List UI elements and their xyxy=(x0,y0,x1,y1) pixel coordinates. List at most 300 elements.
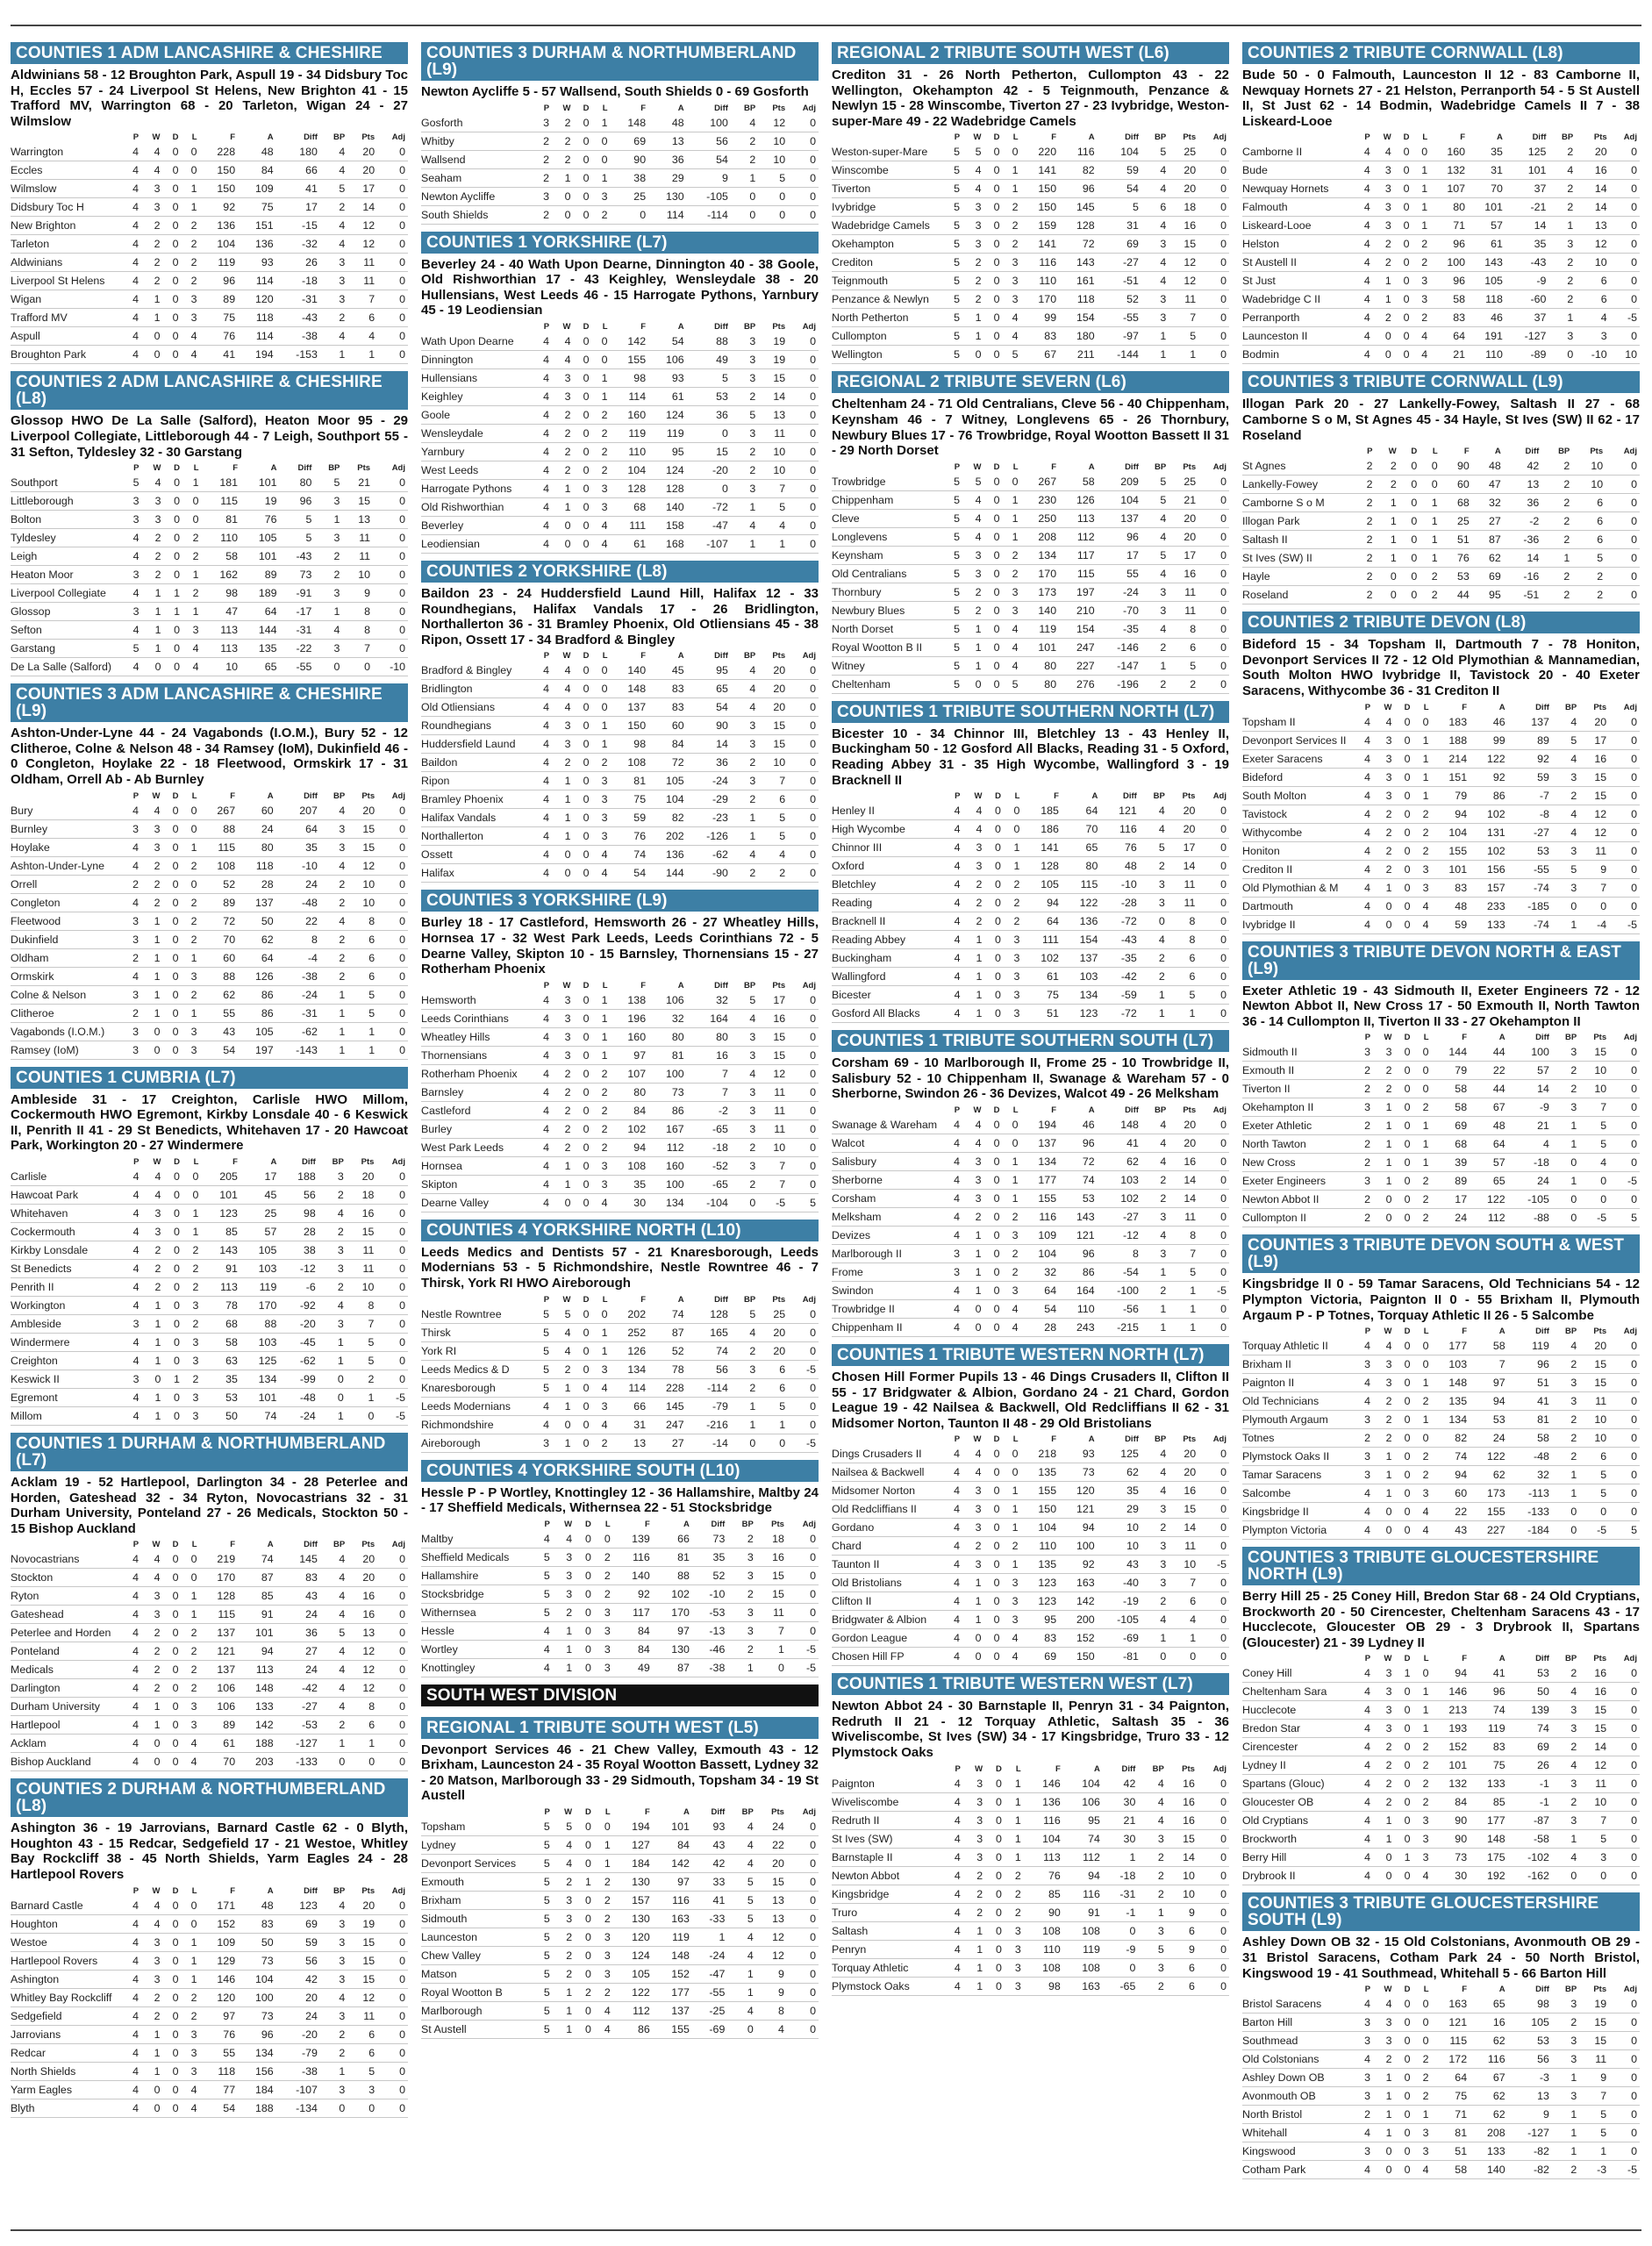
stat-cell: 6 xyxy=(1576,290,1609,309)
stat-cell: 4 xyxy=(533,1064,552,1083)
stat-cell: 0 xyxy=(162,254,181,272)
stat-cell: 52 xyxy=(692,1566,727,1584)
stat-cell: 177 xyxy=(653,1984,692,2002)
stat-cell: 10 xyxy=(758,150,788,168)
column-header: BP xyxy=(1565,1327,1577,1337)
stat-cell: 135 xyxy=(1021,1556,1060,1574)
stat-cell: 4 xyxy=(123,1277,142,1296)
column-header: L xyxy=(602,651,608,662)
table-row xyxy=(1242,1664,1640,1683)
table-row xyxy=(832,1629,1229,1648)
stat-cell: 2 xyxy=(1355,494,1375,512)
stat-cell: 17 xyxy=(1168,839,1198,857)
stat-cell: -65 xyxy=(687,1119,731,1138)
stat-cell: -12 xyxy=(1098,1226,1141,1244)
stat-cell: 0 xyxy=(1606,568,1640,586)
stat-cell: 4 xyxy=(320,856,347,875)
column-header: D xyxy=(585,1807,591,1818)
stat-cell: 5 xyxy=(1552,731,1579,749)
stat-cell: -5 xyxy=(1579,1209,1609,1227)
stat-cell: 4 xyxy=(533,1415,552,1434)
stat-cell: 3 xyxy=(1373,180,1394,198)
stat-cell: 5 xyxy=(944,272,962,290)
stat-cell: 68 xyxy=(611,497,649,516)
stat-cell: 1 xyxy=(320,346,347,364)
team-name: Tiverton xyxy=(832,180,944,198)
team-header-cell xyxy=(11,1885,123,1897)
stat-cell: 0 xyxy=(1606,494,1640,512)
stat-cell: 3 xyxy=(731,1119,758,1138)
stat-cell: 0 xyxy=(983,1116,1002,1134)
stat-cell: 145 xyxy=(276,1550,320,1569)
stat-cell: 1 xyxy=(962,1592,983,1611)
stat-cell: 5 xyxy=(944,601,962,619)
stat-cell: 0 xyxy=(592,150,611,168)
stat-cell: 15 xyxy=(1579,1701,1609,1720)
stat-cell: 0 xyxy=(1198,1977,1229,1995)
team-header-cell xyxy=(421,1806,533,1818)
table-row xyxy=(832,894,1229,912)
stat-cell: 4 xyxy=(1355,823,1373,841)
team-name: Avonmouth OB xyxy=(1242,2087,1355,2106)
stat-cell: 133 xyxy=(1470,915,1508,933)
stat-cell: 20 xyxy=(1579,1337,1609,1355)
stat-cell: 4 xyxy=(963,802,985,820)
stat-cell: 1 xyxy=(727,1984,755,2002)
stat-cell: 10 xyxy=(758,132,788,150)
stat-cell: 83 xyxy=(648,680,687,698)
stat-cell: -3 xyxy=(1579,2161,1609,2179)
table-row xyxy=(11,1185,408,1204)
team-name: Old Rishworthian xyxy=(421,497,533,516)
stat-cell: 0 xyxy=(573,698,591,717)
stat-cell: 6 xyxy=(1168,949,1198,968)
stat-cell: 53 xyxy=(1508,1664,1552,1683)
stat-cell: 2 xyxy=(182,529,202,547)
stat-cell: -60 xyxy=(1505,290,1548,309)
results-text: Ambleside 31 - 17 Creighton, Carlisle HWO Millom, Cockermouth HWO Egremont, Kirkby Lonsdale 40 - 6 Keswick II, Penrith II 41 - 29 St Benedicts, Whitehaven 17 - 20 Hawcoat Park, Workington 20 - 27 Windermere xyxy=(11,1091,408,1154)
stat-cell: 0 xyxy=(318,1388,347,1406)
stat-cell: -10 xyxy=(692,1584,727,1603)
column-header: BP xyxy=(744,321,756,332)
stat-cell: 1 xyxy=(163,603,182,621)
stat-cell: 0 xyxy=(985,1792,1005,1811)
table-row xyxy=(832,1775,1229,1793)
stat-cell: 2 xyxy=(123,875,141,893)
stat-cell: 0 xyxy=(1394,713,1412,732)
stat-cell: 0 xyxy=(162,1022,181,1041)
team-name: Aireborough xyxy=(421,1434,533,1452)
team-name: Thirsk xyxy=(421,1323,533,1341)
stat-cell: 3 xyxy=(1579,1849,1609,1867)
stat-cell: 1 xyxy=(963,949,985,968)
stat-cell: 14 xyxy=(1504,549,1542,568)
stat-cell: 9 xyxy=(1579,860,1609,878)
stat-cell: 3 xyxy=(1412,272,1430,290)
table-row xyxy=(421,168,819,187)
league-section xyxy=(832,701,1229,1023)
table-row xyxy=(1242,586,1640,604)
stat-cell: 3 xyxy=(553,1584,575,1603)
team-name: Brockworth xyxy=(1242,1830,1355,1849)
stat-cell: 4 xyxy=(1579,1154,1609,1172)
stat-cell: 5 xyxy=(1141,546,1169,564)
column-header: D xyxy=(583,1294,590,1305)
stat-cell: 133 xyxy=(238,1698,276,1716)
stat-cell: 0 xyxy=(962,675,983,693)
stat-cell: 3 xyxy=(553,1566,575,1584)
stat-cell: 1 xyxy=(1548,309,1576,327)
stat-cell: 0 xyxy=(1609,1830,1640,1849)
stat-cell: 3 xyxy=(1355,1355,1373,1374)
stat-cell: -24 xyxy=(687,772,731,790)
stat-cell: 4 xyxy=(1355,1830,1373,1849)
stat-cell: 81 xyxy=(648,1046,687,1064)
stat-cell: 16 xyxy=(1579,1683,1609,1701)
stat-cell: 140 xyxy=(648,497,687,516)
column-header: W xyxy=(973,461,982,472)
stat-cell: 3 xyxy=(182,1333,202,1351)
tables-page xyxy=(11,42,1641,2225)
team-name: Swindon xyxy=(832,1281,944,1299)
stat-cell: 155 xyxy=(1470,1503,1508,1521)
table-header-row xyxy=(11,1539,408,1550)
stat-cell: 117 xyxy=(613,1603,653,1621)
stat-cell: 98 xyxy=(1024,1977,1063,1995)
stat-cell: 0 xyxy=(788,698,819,717)
column-header: L xyxy=(604,1807,611,1818)
stat-cell: 0 xyxy=(787,1818,819,1836)
stat-cell: 11 xyxy=(1169,1207,1198,1226)
column-header: BP xyxy=(1558,447,1570,457)
table-row xyxy=(421,1928,819,1947)
stat-cell: 1 xyxy=(182,948,200,967)
stat-cell: 115 xyxy=(200,838,239,856)
stat-cell: 3 xyxy=(533,1434,552,1452)
stat-cell: 144 xyxy=(240,621,280,640)
team-name: Darlington xyxy=(11,1679,123,1698)
stat-cell: 95 xyxy=(687,662,731,680)
stat-cell: 0 xyxy=(1394,731,1412,749)
team-header-cell xyxy=(11,790,123,802)
team-name: St Austell II xyxy=(1242,254,1355,272)
stat-cell: 32 xyxy=(1021,1262,1060,1281)
stat-cell: -24 xyxy=(279,1406,318,1425)
stat-cell: 2 xyxy=(1413,1448,1432,1466)
stat-cell: -5 xyxy=(1198,1281,1229,1299)
stat-cell: 12 xyxy=(347,1988,377,2006)
table-row xyxy=(421,1855,819,1873)
stat-cell: 2 xyxy=(552,461,573,479)
table-row xyxy=(421,991,819,1010)
stat-cell: 0 xyxy=(983,235,1002,254)
stat-cell: 0 xyxy=(377,143,408,161)
team-name: Keighley xyxy=(421,387,533,405)
stat-cell: 4 xyxy=(1355,1995,1373,2014)
column-header: W xyxy=(562,321,571,332)
stat-cell: 4 xyxy=(123,1296,142,1314)
column-header: P xyxy=(1364,1327,1371,1337)
league-section xyxy=(11,1778,408,2117)
stat-cell: 0 xyxy=(788,516,819,534)
stat-cell: 1 xyxy=(1373,2087,1394,2106)
stat-cell: 51 xyxy=(1508,1374,1552,1392)
results-text: Leeds Medics and Dentists 57 - 21 Knaresborough, Leeds Modernians 53 - 5 Richmondshire, Nestle Rowntree 46 - 7 Thirsk, York RI HWO Aireborough xyxy=(421,1244,819,1291)
stat-cell: 150 xyxy=(1021,180,1060,198)
stat-cell: 53 xyxy=(1508,2032,1552,2050)
stat-cell: 0 xyxy=(1610,254,1640,272)
table-row xyxy=(1242,1503,1640,1521)
stat-cell: 3 xyxy=(731,772,758,790)
table-row xyxy=(832,1299,1229,1318)
stat-cell: 2 xyxy=(1140,857,1168,876)
column-header: Diff xyxy=(1125,461,1139,472)
stat-cell: 0 xyxy=(162,967,181,985)
stat-cell: 0 xyxy=(1394,768,1412,786)
league-section xyxy=(421,1220,819,1453)
stat-cell: 0 xyxy=(573,754,591,772)
column-header: D xyxy=(996,1763,1002,1774)
stat-cell: 3 xyxy=(552,717,573,735)
stat-cell: 3 xyxy=(1373,786,1394,805)
stat-cell: 1 xyxy=(1552,1117,1579,1135)
table-row xyxy=(11,1168,408,1186)
stat-cell: 20 xyxy=(1579,713,1609,732)
stat-cell: 0 xyxy=(788,387,819,405)
stat-cell: 5 xyxy=(533,1548,553,1566)
stat-cell: 157 xyxy=(1470,878,1508,897)
stat-cell: 81 xyxy=(1508,1411,1552,1429)
stat-cell: 3 xyxy=(1373,2014,1394,2032)
stat-cell: -97 xyxy=(1098,327,1141,346)
stat-cell: 4 xyxy=(123,1753,141,1771)
stat-cell: 0 xyxy=(1610,272,1640,290)
column-header: L xyxy=(1012,132,1019,143)
stat-cell: 1 xyxy=(347,1735,377,1753)
stat-cell: 4 xyxy=(123,1241,142,1259)
stat-cell: 3 xyxy=(963,1792,985,1811)
stat-cell: 1 xyxy=(141,930,162,948)
stat-cell: 79 xyxy=(1432,1062,1470,1080)
table-row xyxy=(11,930,408,948)
stat-cell: 3 xyxy=(962,1189,983,1207)
stat-cell: 0 xyxy=(377,2080,408,2099)
stat-cell: 0 xyxy=(162,290,181,309)
stat-cell: 1 xyxy=(1541,549,1572,568)
stat-cell: -133 xyxy=(276,1753,320,1771)
stat-cell: 3 xyxy=(962,564,983,583)
stat-cell: 4 xyxy=(533,405,552,424)
team-name: Buckingham xyxy=(832,949,944,968)
stat-cell: 2 xyxy=(182,1277,202,1296)
stat-cell: 43 xyxy=(692,1836,727,1855)
stat-cell: 5 xyxy=(347,1351,377,1370)
league-section xyxy=(421,890,819,1212)
stat-cell: 5 xyxy=(731,405,758,424)
table-row xyxy=(421,1566,819,1584)
team-header-cell xyxy=(832,461,944,473)
stat-cell: 6 xyxy=(1572,494,1606,512)
stat-cell: 0 xyxy=(573,1323,591,1341)
stat-cell: 3 xyxy=(182,1022,200,1041)
team-name: Cleve xyxy=(832,509,944,527)
stat-cell: 0 xyxy=(1198,968,1229,986)
league-title: COUNTIES 1 TRIBUTE WESTERN NORTH (L7) xyxy=(832,1344,1229,1366)
stat-cell: 2 xyxy=(1552,1062,1579,1080)
stat-cell: 2 xyxy=(1541,494,1572,512)
stat-cell: 0 xyxy=(983,143,1002,161)
league-title: COUNTIES 2 TRIBUTE CORNWALL (L8) xyxy=(1242,42,1640,64)
stat-cell: 3 xyxy=(182,309,200,327)
table-header-row xyxy=(832,790,1229,802)
stat-cell: 8 xyxy=(1169,619,1198,638)
stat-cell: 146 xyxy=(1432,1683,1470,1701)
stat-cell: 0 xyxy=(377,1569,408,1587)
table-row xyxy=(1242,749,1640,768)
team-name: Barnstaple II xyxy=(832,1848,944,1866)
stat-cell: 101 xyxy=(240,547,280,566)
stat-cell: 0 xyxy=(984,857,1004,876)
stat-cell: 0 xyxy=(575,1928,594,1947)
table-row xyxy=(1242,327,1640,346)
stat-cell: 12 xyxy=(756,1947,787,1965)
stat-cell: 3 xyxy=(592,790,611,809)
stat-cell: 4 xyxy=(123,2043,141,2062)
stat-cell: 0 xyxy=(1198,1829,1229,1848)
stat-cell: 96 xyxy=(1059,180,1098,198)
stat-cell: 0 xyxy=(573,442,591,461)
stat-cell: 4 xyxy=(1355,1867,1373,1885)
stat-cell: 35 xyxy=(1468,143,1505,161)
table-row xyxy=(11,1370,408,1388)
stat-cell: 2 xyxy=(594,1584,613,1603)
stat-cell: 10 xyxy=(1579,1411,1609,1429)
stat-cell: 58 xyxy=(1430,290,1468,309)
column-header: BP xyxy=(744,103,756,113)
stat-cell: 3 xyxy=(141,1933,162,1951)
stat-cell: 0 xyxy=(162,893,181,912)
stat-cell: 80 xyxy=(1430,198,1468,217)
column-header: F xyxy=(1462,1985,1468,1995)
stat-cell: 16 xyxy=(1470,2014,1508,2032)
stat-cell: 5 xyxy=(533,2021,553,2039)
stat-cell: 1 xyxy=(320,1735,347,1753)
stat-cell: 3 xyxy=(1355,1411,1373,1429)
stat-cell: 2 xyxy=(141,2006,162,2025)
stat-cell: 4 xyxy=(123,547,142,566)
stat-cell: 2 xyxy=(320,930,347,948)
table-row xyxy=(1242,713,1640,732)
stat-cell: 2 xyxy=(731,1341,758,1360)
stat-cell: 1 xyxy=(963,1940,985,1958)
stat-cell: 0 xyxy=(376,1185,408,1204)
stat-cell: -74 xyxy=(1508,878,1552,897)
stat-cell: 1 xyxy=(1413,731,1432,749)
stat-cell: 0 xyxy=(373,529,408,547)
table-row xyxy=(1242,1429,1640,1448)
stat-cell: 11 xyxy=(347,1241,377,1259)
stat-cell: 184 xyxy=(238,2080,276,2099)
stat-cell: 0 xyxy=(162,1661,181,1679)
stat-cell: 1 xyxy=(962,638,983,656)
stat-cell: 0 xyxy=(1609,1738,1640,1756)
stat-cell: 4 xyxy=(1355,2124,1373,2142)
stat-cell: 4 xyxy=(141,802,162,820)
stat-cell: -33 xyxy=(692,1910,727,1928)
stat-cell: 1 xyxy=(1169,1281,1198,1299)
stat-cell: 5 xyxy=(1609,1209,1640,1227)
stat-cell: 3 xyxy=(314,584,342,603)
stat-cell: 65 xyxy=(240,658,280,676)
stat-cell: 2 xyxy=(552,114,573,132)
stat-cell: 0 xyxy=(162,802,181,820)
stat-cell: 2 xyxy=(1138,1848,1166,1866)
team-name: New Cross xyxy=(1242,1154,1355,1172)
stat-cell: 3 xyxy=(1373,1683,1394,1701)
stat-cell: 150 xyxy=(1021,1500,1060,1519)
stat-cell: 3 xyxy=(320,2080,347,2099)
stat-cell: 10 xyxy=(1098,1519,1141,1537)
stat-cell: 0 xyxy=(1373,1521,1394,1540)
team-name: Wensleydale xyxy=(421,424,533,442)
stat-cell: 205 xyxy=(201,1168,240,1186)
stat-cell: 0 xyxy=(162,1753,181,1771)
stat-cell: 0 xyxy=(788,461,819,479)
stat-cell: 1 xyxy=(182,838,200,856)
stat-cell: 44 xyxy=(1470,1080,1508,1098)
table-row xyxy=(1242,1392,1640,1411)
stat-cell: 2 xyxy=(1355,549,1375,568)
stat-cell: 2 xyxy=(182,235,200,254)
team-name: Old Technicians xyxy=(1242,1392,1355,1411)
stat-cell: 17 xyxy=(1579,731,1609,749)
team-name: Jarrovians xyxy=(11,2025,123,2043)
stat-cell: 3 xyxy=(592,1397,611,1415)
stat-cell: 3 xyxy=(123,1041,141,1059)
stat-cell: 1 xyxy=(727,1658,755,1677)
column-header: F xyxy=(640,980,647,991)
stat-cell: 0 xyxy=(787,1548,819,1566)
stat-cell: 4 xyxy=(320,143,347,161)
team-name: Roundhegians xyxy=(421,717,533,735)
stat-cell: 0 xyxy=(377,1970,408,1988)
stat-cell: 1 xyxy=(1579,2142,1609,2161)
stat-cell: -51 xyxy=(1504,586,1542,604)
stat-cell: 163 xyxy=(1059,1574,1098,1592)
team-name: St Austell xyxy=(421,2021,533,2039)
stat-cell: 110 xyxy=(202,529,241,547)
column-header: Pts xyxy=(1593,702,1607,712)
stat-cell: 0 xyxy=(573,1083,591,1101)
team-name: Chosen Hill FP xyxy=(832,1648,944,1666)
stat-cell: 104 xyxy=(1063,1775,1103,1793)
league-title: COUNTIES 1 TRIBUTE SOUTHERN SOUTH (L7) xyxy=(832,1030,1229,1052)
stat-cell: -21 xyxy=(1505,198,1548,217)
stat-cell: 1 xyxy=(963,968,985,986)
stat-cell: 4 xyxy=(962,490,983,509)
stat-cell: 0 xyxy=(1579,1503,1609,1521)
stat-cell: 79 xyxy=(1432,786,1470,805)
stat-cell: 0 xyxy=(1609,1080,1640,1098)
stat-cell: 2 xyxy=(552,1138,573,1156)
stat-cell: 1 xyxy=(163,584,182,603)
team-name: Illogan Park xyxy=(1242,512,1355,531)
stat-cell: 0 xyxy=(1394,290,1412,309)
league-table xyxy=(11,1539,408,1771)
stat-cell: 93 xyxy=(648,368,687,387)
column-header: F xyxy=(640,651,647,662)
stat-cell: 0 xyxy=(552,187,573,205)
